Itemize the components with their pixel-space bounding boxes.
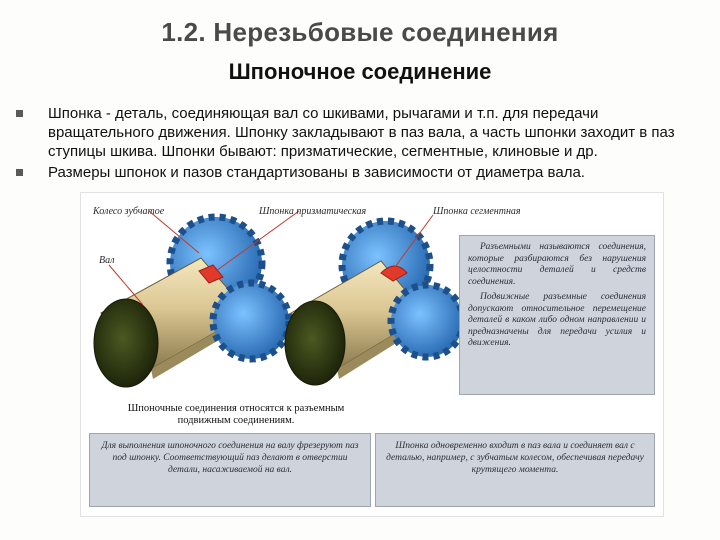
bullet-text: Шпонка - деталь, соединяющая вал со шкивами, рычагами и т.п. для передачи вращательного движения. Шпонку закладывают в паз вала, а часть шпонки заходит в паз ступицы шкива. Шпонки бывают: призматические, сегментные, клиновые и др. [48, 105, 675, 160]
gear-label: Колесо зубчатое [93, 206, 165, 217]
gear-lower-icon [391, 285, 463, 357]
segment-key-label: Шпонка сегментная [433, 206, 521, 217]
shaft-end-icon [94, 299, 158, 387]
side-note [459, 235, 655, 395]
bottom-note-left: Для выполнения шпоночного соединения на валу фрезеруют паз под шпонку. Соответствующий паз делают в отверстии детали, насаживаемой на вал. [89, 433, 371, 507]
shaft-end-icon [285, 301, 345, 385]
side-note-paragraph: Подвижные разъемные соединения допускают относительное перемещение деталей в каком либо одном направлении и предназначены для передачи усилия и движения. [468, 292, 646, 348]
slide-title: 1.2. Нерезьбовые соединения [161, 17, 559, 47]
bullet-item [48, 163, 688, 182]
bullet-marker-icon [16, 169, 23, 176]
slide-subtitle: Шпоночное соединение [228, 59, 492, 84]
key-joint-figure [80, 192, 664, 517]
assembly-segment [285, 215, 463, 385]
gear-lower-icon [213, 283, 289, 359]
shaft-label: Вал [99, 255, 115, 266]
bullet-text: Размеры шпонок и пазов стандартизованы в зависимости от диаметра вала. [48, 164, 585, 181]
bullet-item [48, 104, 688, 161]
prismatic-key-label: Шпонка призматическая [259, 206, 367, 217]
assembly-prismatic [94, 211, 299, 387]
side-note-paragraph: Разъемными называются соединения, которые разбираются без нарушения целостности деталей и средств соединения. [468, 242, 646, 287]
bottom-note-right: Шпонка одновременно входит в паз вала и соединяет вал с деталью, например, с зубчатым колесом, обеспечивая передачу крутящего момента. [375, 433, 655, 507]
figure-caption: Шпоночные соединения относятся к разъемным подвижным соединениям. [127, 403, 345, 426]
bullet-marker-icon [16, 110, 23, 117]
